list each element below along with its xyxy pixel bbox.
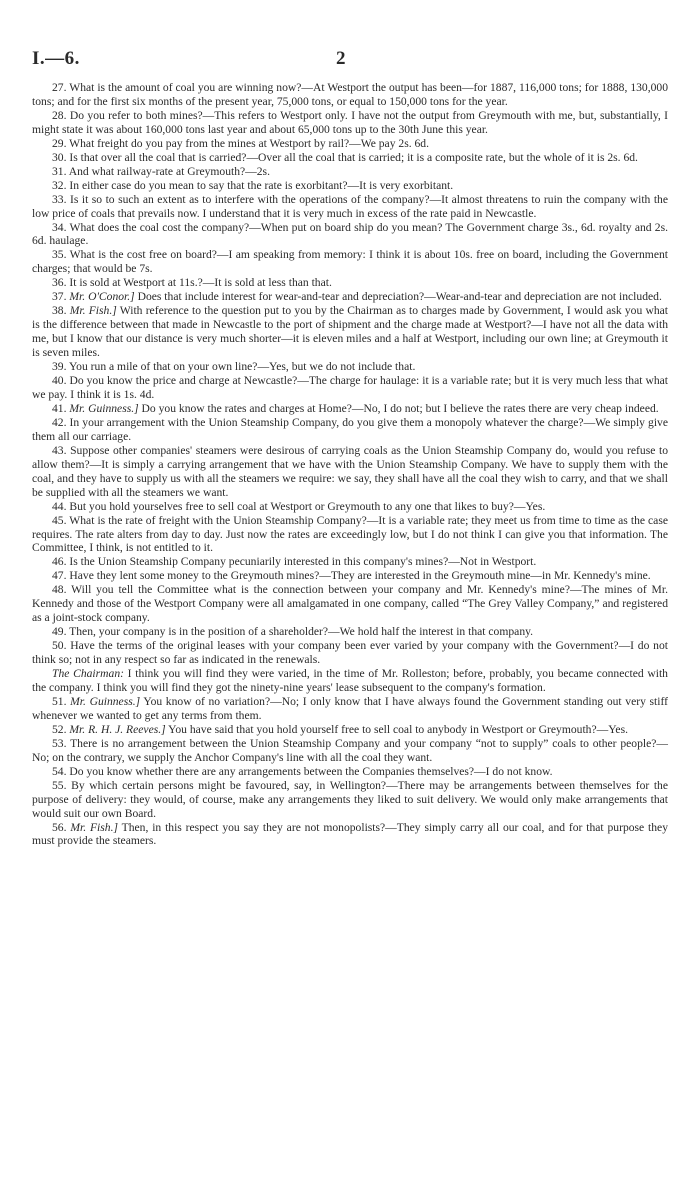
paragraph-text: 27. What is the amount of coal you are winning now?—At Westport the output has been—for 1887, 116,000 tons; for 1888, 130,000 tons; and for the first six months of the present year, 75,000 tons, or equal to 150,000 tons for the year. bbox=[32, 81, 668, 108]
paragraph-text: 49. Then, your company is in the position of a shareholder?—We hold half the interest in that company. bbox=[52, 625, 534, 639]
speaker-name: The Chairman: bbox=[52, 667, 124, 681]
paragraph-text: 47. Have they lent some money to the Greymouth mines?—They are interested in the Greymouth mine—in Mr. Kennedy's mine. bbox=[52, 569, 651, 583]
question-paragraph bbox=[32, 695, 668, 723]
paragraph-text: 28. Do you refer to both mines?—This refers to Westport only. I have not the output from Greymouth with me, but, substantially, I might state it was about 160,000 tons last year and about 65,000 tons up to the 30th June this year. bbox=[32, 108, 668, 136]
question-number: 51. bbox=[52, 694, 71, 708]
speaker-name: Mr. Guinness.] bbox=[70, 694, 141, 708]
document-reference: I.—6. bbox=[32, 48, 80, 69]
question-paragraph bbox=[32, 779, 668, 821]
question-paragraph bbox=[32, 248, 668, 276]
question-paragraph bbox=[32, 304, 668, 360]
question-paragraph bbox=[32, 569, 668, 583]
question-number: 38. bbox=[52, 304, 70, 318]
paragraph-text: Does that include interest for wear-and-tear and depreciation?—Wear-and-tear and depreciation are not included. bbox=[134, 290, 662, 304]
question-paragraph bbox=[32, 193, 668, 221]
paragraph-text: 34. What does the coal cost the company?—When put on board ship do you mean? The Government charge 3s., 6d. royalty and 2s. 6d. haulage. bbox=[32, 220, 668, 248]
paragraph-text: 29. What freight do you pay from the mines at Westport by rail?—We pay 2s. 6d. bbox=[52, 136, 429, 150]
paragraph-text: 32. In either case do you mean to say that the rate is exorbitant?—It is very exorbitant. bbox=[52, 178, 454, 192]
question-paragraph bbox=[32, 109, 668, 137]
speaker-name: Mr. Fish.] bbox=[69, 304, 117, 318]
paragraph-text: Then, in this respect you say they are not monopolists?—They simply carry all our coal, and for that purpose they must provide the steamers. bbox=[32, 820, 668, 848]
paragraph-text: 43. Suppose other companies' steamers were desirous of carrying coals as the Union Steamship Company do, would you refuse to allow them?—It is simply a carrying arrangement that we have with the Union Steamship Company. We have to supply them with the coal, and they have to supply us with all the steamers we require: we say, they shall have all the coal they wish to carry, and that we shall be supplied with all the steamers we want. bbox=[32, 443, 668, 499]
paragraph-text: 54. Do you know whether there are any arrangements between the Companies themselves?—I do not know. bbox=[52, 764, 553, 778]
question-paragraph bbox=[32, 276, 668, 290]
page-number: 2 bbox=[336, 48, 346, 69]
paragraph-text: 30. Is that over all the coal that is carried?—Over all the coal that is carried; it is a composite rate, but the whole of it is 2s. 6d. bbox=[52, 150, 638, 164]
paragraph-text: You know of no variation?—No; I only know that I have always found the Government standing out very stiff whenever we wanted to get any terms from them. bbox=[32, 694, 668, 722]
question-paragraph bbox=[32, 179, 668, 193]
evidence-body bbox=[32, 81, 668, 848]
paragraph-text: 44. But you hold yourselves free to sell coal at Westport or Greymouth to any one that likes to buy?—Yes. bbox=[52, 499, 546, 513]
question-paragraph bbox=[32, 625, 668, 639]
question-paragraph bbox=[32, 165, 668, 179]
paragraph-text: 39. You run a mile of that on your own line?—Yes, but we do not include that. bbox=[52, 360, 416, 374]
paragraph-text: 48. Will you tell the Committee what is the connection between your company and Mr. Kennedy's mine?—The mines of Mr. Kennedy and those of the Westport Company were all amalgamated in one company, called “The Grey Valley Company,” and registered as a joint-stock company. bbox=[32, 583, 668, 625]
question-number: 52. bbox=[52, 722, 70, 736]
question-paragraph bbox=[32, 500, 668, 514]
paragraph-text: 33. Is it so to such an extent as to interfere with the operations of the company?—It almost threatens to ruin the company with the low price of coals that prevails now. I understand that it is very much in excess of the rate paid in Newcastle. bbox=[32, 192, 668, 220]
paragraph-text: 31. And what railway-rate at Greymouth?—2s. bbox=[52, 164, 270, 178]
paragraph-text: 36. It is sold at Westport at 11s.?—It is sold at less than that. bbox=[52, 276, 332, 290]
paragraph-text: 40. Do you know the price and charge at Newcastle?—The charge for haulage: it is a variable rate; but it is very much less that what we pay. I think it is 1s. 4d. bbox=[32, 374, 668, 401]
speaker-name: Mr. R. H. J. Reeves.] bbox=[69, 722, 166, 736]
paragraph-text: Do you know the rates and charges at Home?—No, I do not; but I believe the rates there are very cheap indeed. bbox=[138, 401, 659, 415]
paragraph-text: 35. What is the cost free on board?—I am speaking from memory: I think it is about 10s. free on board, including the Government charges; that would be 7s. bbox=[32, 248, 668, 276]
paragraph-text: 45. What is the rate of freight with the Union Steamship Company?—It is a variable rate; they meet us from time to time as the case requires. The rate alters from day to day. Just now the rates are exceedingly low, but I do not think I can give you that information. The Committee, I think, is not entitled to it. bbox=[32, 513, 668, 555]
question-paragraph bbox=[32, 723, 668, 737]
question-paragraph bbox=[32, 555, 668, 569]
question-paragraph bbox=[32, 583, 668, 625]
question-paragraph bbox=[32, 639, 668, 667]
question-paragraph bbox=[32, 737, 668, 765]
question-paragraph bbox=[32, 667, 668, 695]
question-paragraph bbox=[32, 514, 668, 556]
paragraph-text: With reference to the question put to you by the Chairman as to charges made by Government, I would ask you what is the difference between that made in Newcastle to the port of shipment and the charge made at Westport?—I have not all the data with me, but I know that our distance is very much shorter—it is eleven miles and a half at Westport, including our own line; at Greymouth it is seven miles. bbox=[32, 304, 669, 360]
question-number: 37. bbox=[52, 290, 70, 304]
question-paragraph bbox=[32, 360, 668, 374]
speaker-name: Mr. O'Conor.] bbox=[69, 290, 135, 304]
question-paragraph bbox=[32, 402, 668, 416]
question-paragraph bbox=[32, 81, 668, 109]
page-header bbox=[32, 48, 668, 72]
speaker-name: Mr. Guinness.] bbox=[69, 401, 139, 415]
speaker-name: Mr. Fish.] bbox=[70, 820, 118, 834]
paragraph-text: 55. By which certain persons might be favoured, say, in Wellington?—There may be arrangements between themselves for the purpose of delivery: they would, of course, make any arrangements they liked to suit delivery. We would only make arrangements that would suit our own Board. bbox=[32, 778, 668, 820]
question-paragraph bbox=[32, 444, 668, 500]
paragraph-text: 50. Have the terms of the original leases with your company been ever varied by your company with the Government?—I do not think so; not in any respect so far as indicated in the renewals. bbox=[32, 639, 668, 667]
paragraph-text: I think you will find they were varied, in the time of Mr. Rolleston; before, probably, you became connected with the company. I think you will find they got the ninety-nine years' lease subsequent to the company's formation. bbox=[32, 667, 668, 694]
question-paragraph bbox=[32, 374, 668, 402]
question-paragraph bbox=[32, 137, 668, 151]
question-number: 41. bbox=[52, 401, 70, 415]
question-paragraph bbox=[32, 765, 668, 779]
paragraph-text: 53. There is no arrangement between the Union Steamship Company and your company “not to supply” coals to other people?—No; on the contrary, we supply the Anchor Company's line with all the coal they want. bbox=[32, 736, 668, 764]
question-paragraph bbox=[32, 416, 668, 444]
question-paragraph bbox=[32, 290, 668, 304]
question-paragraph bbox=[32, 151, 668, 165]
paragraph-text: You have said that you hold yourself free to sell coal to anybody in Westport or Greymouth?—Yes. bbox=[165, 722, 628, 736]
question-paragraph bbox=[32, 821, 668, 849]
paragraph-text: 46. Is the Union Steamship Company pecuniarily interested in this company's mines?—Not in Westport. bbox=[52, 555, 537, 569]
question-paragraph bbox=[32, 221, 668, 249]
paragraph-text: 42. In your arrangement with the Union Steamship Company, do you give them a monopoly whatever the charge?—We simply give them all our carriage. bbox=[32, 415, 668, 443]
question-number: 56. bbox=[52, 820, 71, 834]
